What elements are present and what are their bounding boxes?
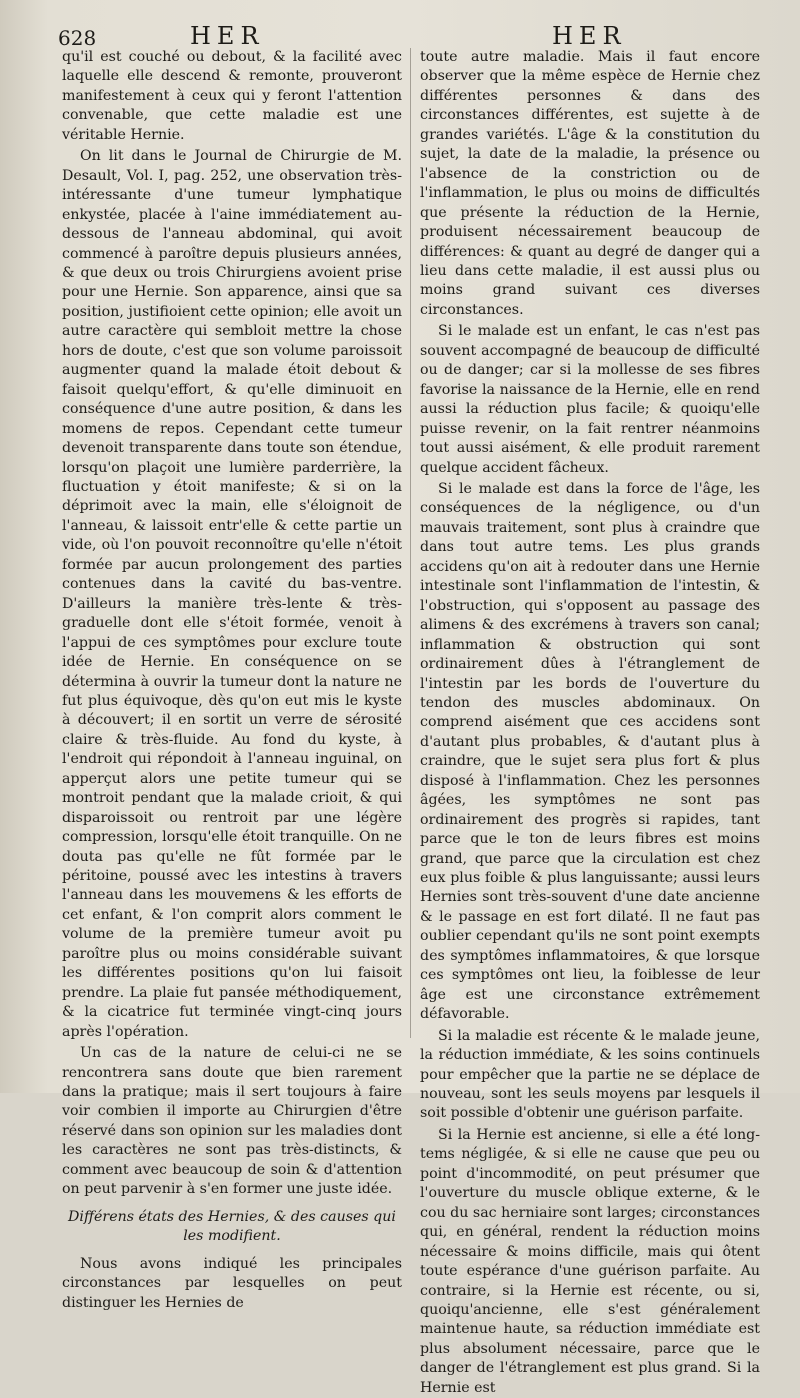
paragraph: On lit dans le Journal de Chirurgie de M. Desault, Vol. I, pag. 252, une observation très-intéressante d'une tumeur lymphatique enkystée, placée à l'aine immédiatement au-dessous de l'anneau abdominal, qui avoit commencé à paroître depuis plusieurs années, & que deux ou trois Chirurgiens avoient prise pour une Hernie. Son apparence, ainsi que sa position, justifioient cette opinion; elle avoit un autre caractère qui sembloit mettre la chose hors de doute, c'est que son volume paroissoit augmenter quand la malade étoit debout & faisoit quelqu'effort, & qu'elle diminuoit en conséquence d'une autre position, & dans les momens de repos. Cependant cette tumeur devenoit transparente dans toute son étendue, lorsqu'on plaçoit une lumière parderrière, la fluctuation y étoit manifeste; & si on la déprimoit avec la main, elle s'éloignoit de l'anneau, & laissoit entr'elle & cette partie un vide, où l'on pouvoit reconnoître qu'elle n'étoit formée par aucun prolongement des parties contenues dans la cavité du bas-ventre. D'ailleurs la manière très-lente & très-graduelle dont elle s'étoit formée, venoit à l'appui de ces symptômes pour exclure toute idée de Hernie. En conséquence on se détermina à ouvrir la tumeur dont la nature ne fut plus équivoque, dès qu'on eut mis le kyste à découvert; il en sortit un verre de sérosité claire & très-fluide. Au fond du kyste, à l'endroit qui répondoit à l'anneau inguinal, on apperçut alors une petite tumeur qui se montroit pendant que la malade crioit, & qui disparoissoit ou rentroit par une légère compression, lorsqu'elle étoit tranquille. On ne douta pas qu'elle ne fût formée par le péritoine, poussé avec les intestins à travers l'anneau dans les mouvemens & les efforts de cet enfant, & l'on comprit alors comment le volume de la première tumeur avoit pu paroître plus ou moins considérable suivant les différentes positions qu'on lui faisoit prendre. La plaie fut pansée méthodiquement, & la cicatrice fut terminée vingt-cinq jours après l'opération.: [62, 148, 402, 1040]
paragraph: Un cas de la nature de celui-ci ne se rencontrera sans doute que bien rarement dans la pratique; mais il sert toujours à faire voir combien il importe au Chirurgien d'être réservé dans son opinion sur les maladies dont les caractères ne sont pas très-distincts, & comment avec beaucoup de soin & d'attention on peut parvenir à s'en former une juste idée.: [62, 1045, 402, 1198]
paragraph: Si la maladie est récente & le malade jeune, la réduction immédiate, & les soins continuels pour empêcher que la partie ne se déplace de nouveau, sont les seuls moyens par lesquels il soit possible d'obtenir une guérison parfaite.: [420, 1027, 760, 1122]
section-heading: Différens états des Hernies, & des causes qui les modifient.: [68, 1208, 396, 1245]
paragraph: toute autre maladie. Mais il faut encore observer que la même espèce de Hernie chez différentes personnes & dans des circonstances différentes, est sujette à de grandes variétés. L'âge & la constitution du sujet, la date de la maladie, la présence ou l'absence de la constriction ou de l'inflammation, le plus ou moins de difficultés que présente la réduction de la Hernie, produisent nécessairement beaucoup de différences: & quant au degré de danger qui a lieu dans cette maladie, il est aussi plus ou moins grand suivant ces diverses circonstances.: [420, 49, 760, 318]
paragraph: Nous avons indiqué les principales circonstances par lesquelles on peut distinguer les Hernies de: [62, 1255, 402, 1311]
paragraph: qu'il est couché ou debout, & la facilité avec laquelle elle descend & remonte, prouveront manifestement à ceux qui y feront l'attention convenable, que cette maladie est une véritable Hernie.: [62, 49, 402, 143]
page-number: 628: [58, 26, 97, 50]
column-divider: [410, 48, 411, 1038]
running-head-left: HER: [190, 22, 265, 50]
paragraph: Si la Hernie est ancienne, si elle a été long-tems négligée, & si elle ne cause que peu ou point d'incommodité, on peut présumer que l'ouverture du muscle oblique externe, & le cou du sac herniaire sont larges; circonstances qui, en général, rendent la réduction moins nécessaire & moins difficile, mais qui ôtent toute espérance d'une guérison parfaite. Au contraire, si la Hernie est récente, ou si, quoiqu'ancienne, elle s'est généralement maintenue haute, sa réduction immédiate est plus absolument nécessaire, parce que le danger de l'étranglement est plus grand. Si la Hernie est: [420, 1126, 760, 1396]
right-column: [420, 48, 760, 1398]
running-head-right: HER: [552, 22, 627, 50]
paragraph: Si le malade est dans la force de l'âge, les conséquences de la négligence, ou d'un mauvais traitement, sont plus à craindre que dans tout autre tems. Les plus grands accidens qu'on ait à redouter dans une Hernie intestinale sont l'inflammation de l'intestin, & l'obstruction, qui s'opposent au passage des alimens & des excrémens à travers son canal; inflammation & obstruction qui sont ordinairement dûes à l'étranglement de l'intestin par les bords de l'ouverture du tendon des muscles abdominaux. On comprend aisément que ces accidens sont d'autant plus probables, & d'autant plus à craindre, que le sujet sera plus fort & plus disposé à l'inflammation. Chez les personnes âgées, les symptômes ne sont pas ordinairement des progrès si rapides, tant parce que le ton de leurs fibres est moins grand, que parce que la circulation est chez eux plus foible & plus languissante; aussi leurs Hernies sont très-souvent d'une date ancienne & le passage en est fort dilaté. Il ne faut pas oublier cependant qu'ils ne sont point exempts des symptômes inflammatoires, & que lorsque ces symptômes ont lieu, la foiblesse de leur âge est une circonstance extrêmement défavorable.: [420, 480, 760, 1023]
left-column: [62, 48, 402, 1313]
paragraph: Si le malade est un enfant, le cas n'est pas souvent accompagné de beaucoup de difficulté ou de danger; car si la mollesse de ses fibres favorise la naissance de la Hernie, elle en rend aussi la réduction plus facile; & quoiqu'elle puisse revenir, on la fait rentrer néanmoins tout aussi aisément, & elle produit rarement quelque accident fâcheux.: [420, 323, 760, 476]
